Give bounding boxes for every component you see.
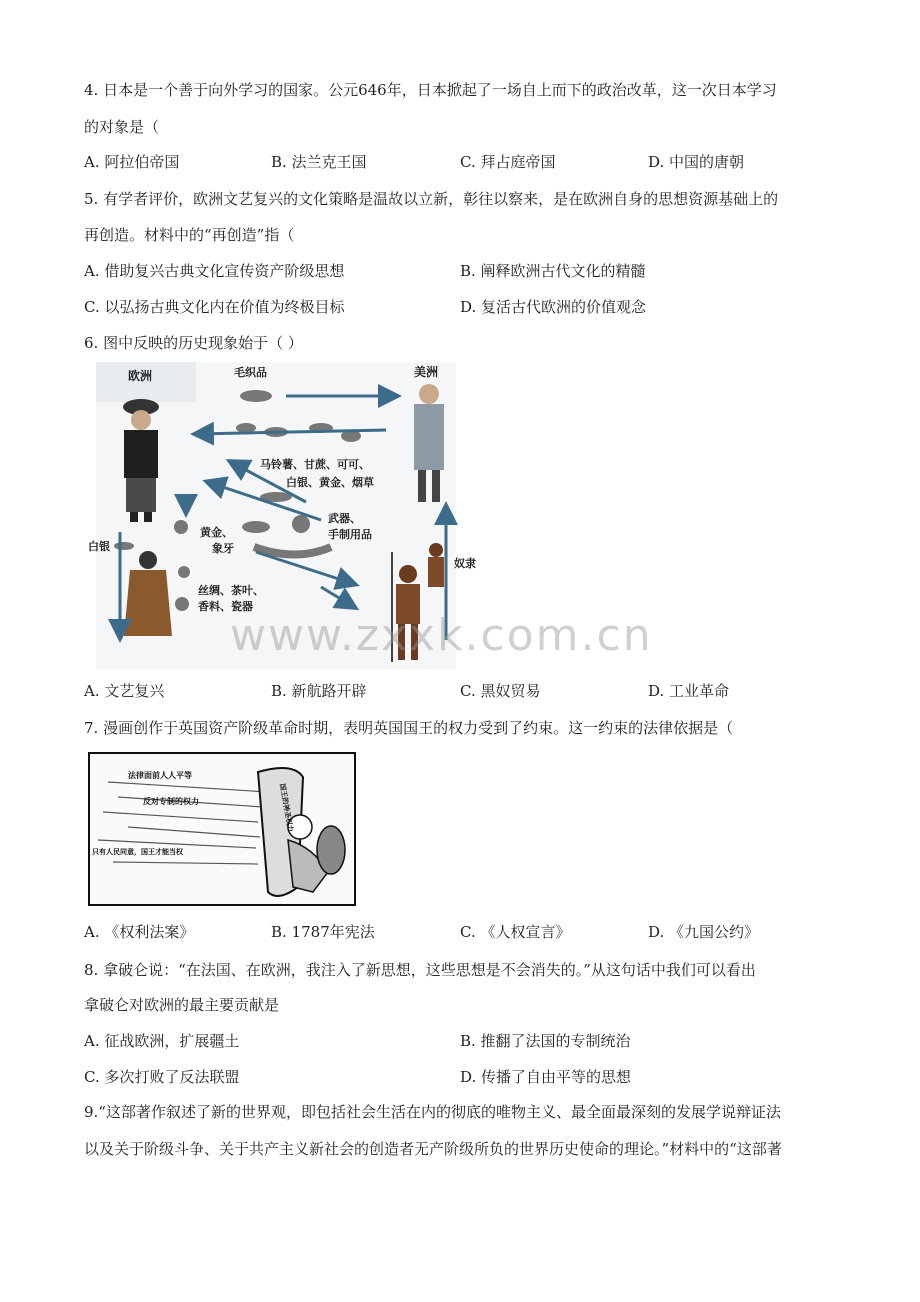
q6-option-b[interactable]: B. 新航路开辟	[271, 682, 367, 700]
label-slaves: 奴隶	[454, 557, 476, 570]
q8-option-a[interactable]: A. 征战欧洲，扩展疆土	[84, 1032, 240, 1050]
q5-option-c[interactable]: C. 以弘扬古典文化内在价值为终极目标	[84, 298, 345, 316]
label-america: 美洲	[414, 365, 439, 379]
q6-option-c[interactable]: C. 黑奴贸易	[460, 682, 541, 700]
q5-stem-line2: 再创造。材料中的“再创造”指（	[84, 226, 295, 244]
q6-stem: 6. 图中反映的历史现象始于（ ）	[84, 334, 303, 352]
q4-option-d[interactable]: D. 中国的唐朝	[648, 153, 745, 171]
q7-cartoon	[88, 752, 356, 906]
q6-option-d[interactable]: D. 工业革命	[648, 682, 730, 700]
q7-stem: 7. 漫画创作于英国资产阶级革命时期，表明英国国王的权力受到了约束。这一约束的法律依据是（	[84, 719, 734, 737]
q4-option-a[interactable]: A. 阿拉伯帝国	[84, 153, 180, 171]
label-gold-1: 黄金、	[200, 526, 233, 539]
cartoon-shield-label: 国王的神圣权力	[278, 782, 295, 833]
label-europe: 欧洲	[128, 369, 153, 383]
q8-option-b[interactable]: B. 推翻了法国的专制统治	[460, 1032, 631, 1050]
q5-option-d[interactable]: D. 复活古代欧洲的价值观念	[460, 298, 647, 316]
label-gold-2: 象牙	[212, 542, 234, 555]
cartoon-label-2: 反对专制的权力	[143, 797, 199, 806]
label-goods-to-europe-1: 马铃薯、甘蔗、可可、	[260, 458, 370, 471]
q4-stem-line2: 的对象是（	[84, 118, 160, 136]
q5-stem-line1: 5. 有学者评价，欧洲文艺复兴的文化策略是温故以立新，彰往以察来，是在欧洲自身的思想资源基础上的	[84, 190, 779, 208]
label-weapons-1: 武器、	[328, 512, 361, 525]
cartoon-label-1: 法律面前人人平等	[128, 771, 192, 780]
q8-stem-line2: 拿破仑对欧洲的最主要贡献是	[84, 996, 280, 1014]
label-silk-1: 丝绸、茶叶、	[198, 584, 264, 597]
q6-option-a[interactable]: A. 文艺复兴	[84, 682, 165, 700]
label-silver: 白银	[88, 540, 110, 553]
q5-option-b[interactable]: B. 阐释欧洲古代文化的精髓	[460, 262, 646, 280]
q7-option-a[interactable]: A. 《权利法案》	[84, 923, 195, 941]
q7-option-d[interactable]: D. 《九国公约》	[648, 923, 760, 941]
q8-stem-line1: 8. 拿破仑说：“在法国、在欧洲，我注入了新思想，这些思想是不会消失的。”从这句话中我们可以看出	[84, 961, 756, 979]
q9-stem-line1: 9.“这部著作叙述了新的世界观，即包括社会生活在内的彻底的唯物主义、最全面最深刻的发展学说辩证法	[84, 1103, 781, 1121]
q8-option-d[interactable]: D. 传播了自由平等的思想	[460, 1068, 632, 1086]
label-silk-2: 香料、瓷器	[198, 600, 253, 613]
q7-option-c[interactable]: C. 《人权宣言》	[460, 923, 571, 941]
q4-option-b[interactable]: B. 法兰克王国	[271, 153, 367, 171]
label-goods-to-europe-2: 白银、黄金、烟草	[286, 476, 374, 489]
q8-option-c[interactable]: C. 多次打败了反法联盟	[84, 1068, 240, 1086]
watermark: www.zxxk.com.cn	[230, 610, 653, 661]
cartoon-label-3: 只有人民同意，国王才能当权	[92, 848, 183, 856]
label-wool: 毛织品	[234, 366, 267, 379]
q4-option-c[interactable]: C. 拜占庭帝国	[460, 153, 556, 171]
q7-option-b[interactable]: B. 1787年宪法	[271, 923, 375, 941]
q5-option-a[interactable]: A. 借助复兴古典文化宣传资产阶级思想	[84, 262, 345, 280]
q9-stem-line2: 以及关于阶级斗争、关于共产主义新社会的创造者无产阶级所负的世界历史使命的理论。”材料中的“这部著	[84, 1140, 782, 1158]
q4-stem-line1: 4. 日本是一个善于向外学习的国家。公元646年，日本掀起了一场自上而下的政治改革，这一次日本学习	[84, 81, 777, 99]
label-weapons-2: 手制用品	[328, 528, 372, 541]
